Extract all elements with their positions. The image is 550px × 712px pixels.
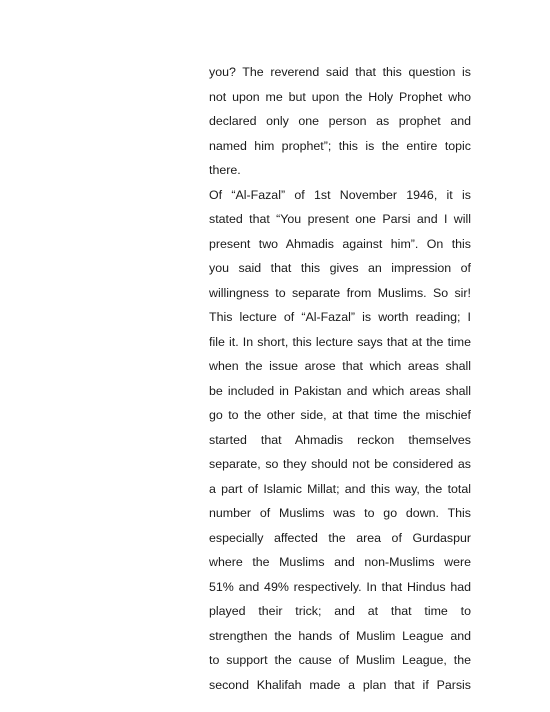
text-line: file it. In short, this lecture says that at the time <box>209 334 471 349</box>
text-line: named him prophet”; this is the entire topic <box>209 138 471 153</box>
text-line: This lecture of “Al-Fazal” is worth reading; I <box>209 310 471 324</box>
text-line: where the Muslims and non-Muslims were <box>209 555 471 569</box>
text-line: present two Ahmadis against him”. On this <box>209 236 471 251</box>
text-line: especially affected the area of Gurdaspur <box>209 530 471 545</box>
text-line: strengthen the hands of Muslim League and <box>209 628 471 643</box>
text-line: when the issue arose that which areas shall <box>209 359 471 373</box>
text-line: separate, so they should not be considered as <box>209 457 471 471</box>
text-line: played their trick; and at that time to <box>209 604 471 618</box>
text-line: started that Ahmadis reckon themselves <box>209 432 471 447</box>
text-line: second Khalifah made a plan that if Parsis <box>209 677 471 692</box>
text-line: you? The reverend said that this question is <box>209 65 471 79</box>
text-line: you said that this gives an impression of <box>209 261 471 275</box>
text-line: declared only one person as prophet and <box>209 114 471 128</box>
body-text <box>209 60 471 697</box>
text-line: there. <box>209 163 241 177</box>
text-line: willingness to separate from Muslims. So sir! <box>209 285 471 300</box>
text-line: a part of Islamic Millat; and this way, the total <box>209 481 471 496</box>
text-line: number of Muslims was to go down. This <box>209 506 471 520</box>
text-line: not upon me but upon the Holy Prophet who <box>209 89 471 104</box>
text-line: Of “Al-Fazal” of 1st November 1946, it is <box>209 187 471 202</box>
text-line: to support the cause of Muslim League, the <box>209 653 471 667</box>
text-line: go to the other side, at that time the mischief <box>209 408 471 422</box>
text-line: 51% and 49% respectively. In that Hindus had <box>209 579 471 594</box>
text-line: be included in Pakistan and which areas shall <box>209 383 471 398</box>
text-line: stated that “You present one Parsi and I will <box>209 212 471 226</box>
